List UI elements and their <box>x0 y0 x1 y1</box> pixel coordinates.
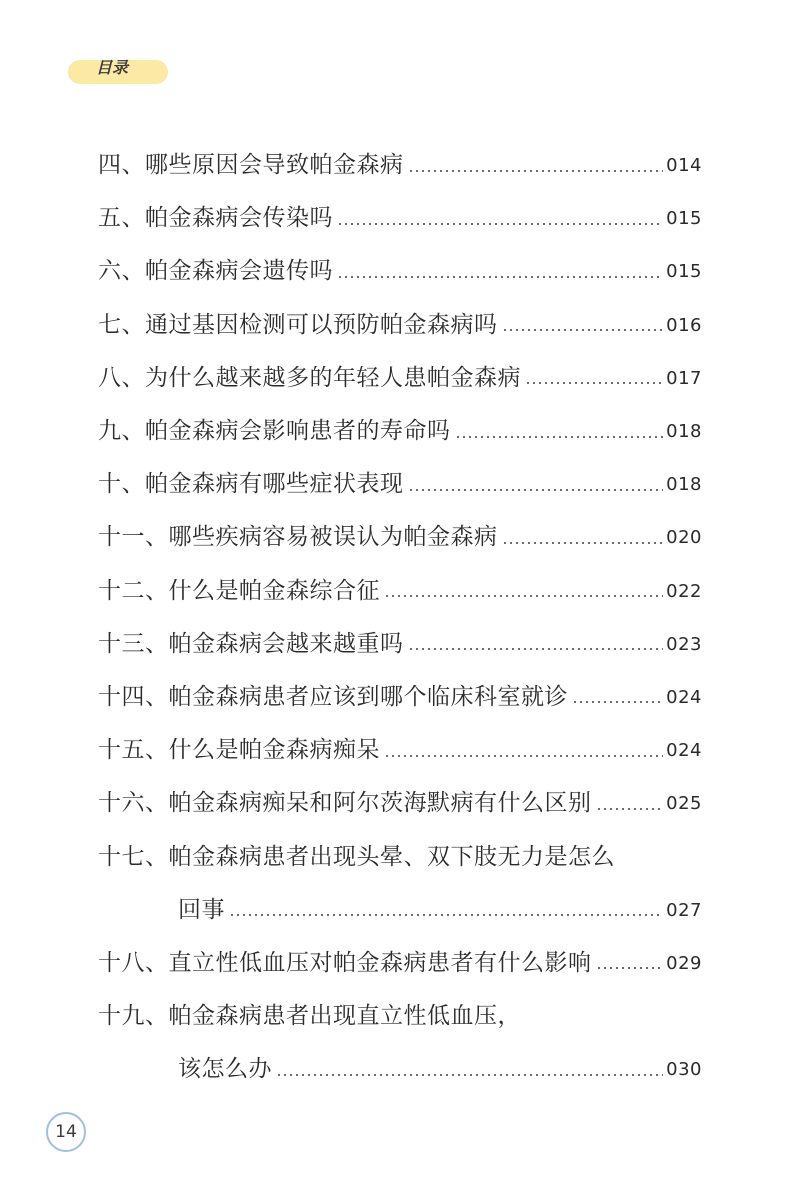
dot-leader <box>455 419 664 439</box>
toc-entry[interactable] <box>98 721 702 774</box>
toc-entry[interactable] <box>98 455 702 508</box>
toc-entry[interactable] <box>98 189 702 242</box>
dot-leader <box>337 206 663 226</box>
toc-entry[interactable] <box>98 242 702 295</box>
toc-title: 七、通过基因检测可以预防帕金森病吗 <box>98 311 498 338</box>
dot-leader <box>502 312 664 332</box>
toc-page: 014 <box>666 155 702 177</box>
toc-entry-continuation[interactable] <box>98 1040 702 1093</box>
section-label: 目录 <box>96 58 129 77</box>
toc-page: 024 <box>666 686 702 708</box>
toc-title: 十六、帕金森病痴呆和阿尔茨海默病有什么区别 <box>98 790 592 817</box>
toc-entry[interactable] <box>98 774 702 827</box>
toc-entry-first-line[interactable] <box>98 987 702 1040</box>
toc-page: 025 <box>666 793 702 815</box>
toc-page: 017 <box>666 367 702 389</box>
dot-leader <box>408 472 664 492</box>
toc-page: 027 <box>666 899 702 921</box>
toc-title: 十三、帕金森病会越来越重吗 <box>98 630 404 657</box>
toc-title: 六、帕金森病会遗传吗 <box>98 258 333 285</box>
toc-title-continuation: 回事 <box>178 896 225 923</box>
dot-leader <box>525 365 663 385</box>
toc-page: 029 <box>666 952 702 974</box>
toc-title: 五、帕金森病会传染吗 <box>98 205 333 232</box>
toc-title: 八、为什么越来越多的年轻人患帕金森病 <box>98 364 521 391</box>
toc-page: 022 <box>666 580 702 602</box>
toc-page: 030 <box>666 1059 702 1081</box>
toc-entry[interactable] <box>98 668 702 721</box>
toc-title: 九、帕金森病会影响患者的寿命吗 <box>98 418 451 445</box>
dot-leader <box>384 738 663 758</box>
table-of-contents <box>98 136 702 1093</box>
dot-leader <box>596 950 664 970</box>
toc-page: 023 <box>666 633 702 655</box>
toc-page: 018 <box>666 474 702 496</box>
toc-entry[interactable] <box>98 508 702 561</box>
dot-leader <box>384 578 663 598</box>
dot-leader <box>408 631 664 651</box>
toc-page: 015 <box>666 261 702 283</box>
dot-leader <box>572 684 663 704</box>
toc-title-continuation: 该怎么办 <box>178 1056 272 1083</box>
toc-title: 十九、帕金森病患者出现直立性低血压， <box>98 1003 521 1030</box>
toc-entry[interactable] <box>98 296 702 349</box>
toc-entry[interactable] <box>98 402 702 455</box>
toc-title: 十一、哪些疾病容易被误认为帕金森病 <box>98 524 498 551</box>
dot-leader <box>408 153 664 173</box>
toc-entry-first-line[interactable] <box>98 827 702 880</box>
toc-title: 十、帕金森病有哪些症状表现 <box>98 471 404 498</box>
toc-entry-continuation[interactable] <box>98 881 702 934</box>
toc-title: 四、哪些原因会导致帕金森病 <box>98 152 404 179</box>
toc-page: 015 <box>666 208 702 230</box>
toc-page: 016 <box>666 314 702 336</box>
dot-leader <box>229 897 663 917</box>
dot-leader <box>337 259 663 279</box>
toc-entry[interactable] <box>98 934 702 987</box>
toc-page: 024 <box>666 740 702 762</box>
toc-title: 十八、直立性低血压对帕金森病患者有什么影响 <box>98 949 592 976</box>
toc-entry[interactable] <box>98 615 702 668</box>
toc-title: 十二、什么是帕金森综合征 <box>98 577 380 604</box>
toc-page: 020 <box>666 527 702 549</box>
toc-page: 018 <box>666 421 702 443</box>
page-number-badge: 14 <box>46 1112 86 1152</box>
toc-title: 十五、什么是帕金森病痴呆 <box>98 737 380 764</box>
toc-entry[interactable] <box>98 349 702 402</box>
dot-leader <box>276 1057 663 1077</box>
toc-title: 十四、帕金森病患者应该到哪个临床科室就诊 <box>98 683 568 710</box>
dot-leader <box>596 791 664 811</box>
dot-leader <box>502 525 664 545</box>
toc-entry[interactable] <box>98 136 702 189</box>
toc-entry[interactable] <box>98 562 702 615</box>
toc-title: 十七、帕金森病患者出现头晕、双下肢无力是怎么 <box>98 843 615 870</box>
